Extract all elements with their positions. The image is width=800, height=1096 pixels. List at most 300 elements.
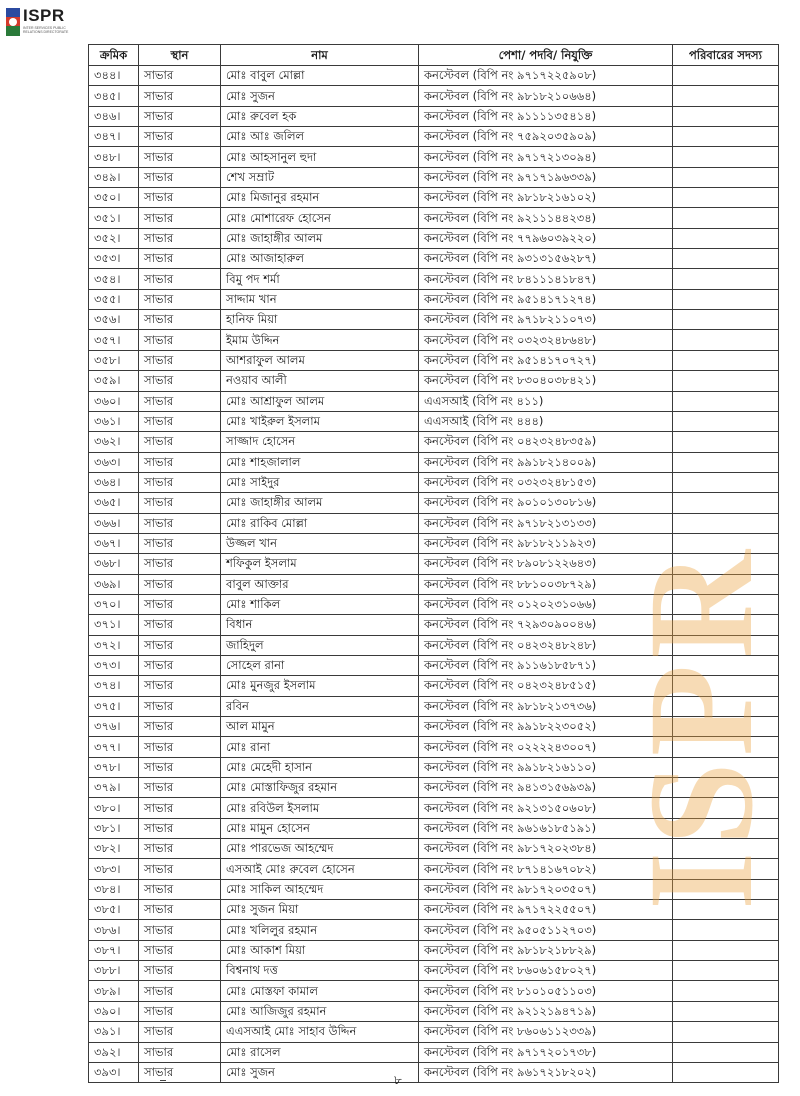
serial-cell: ৩৫৮। — [89, 350, 139, 370]
table-row — [89, 533, 779, 553]
location-cell: সাভার — [139, 66, 221, 86]
name-cell: মোঃ আকাশ মিয়া — [221, 940, 419, 960]
serial-cell: ৩৭০। — [89, 594, 139, 614]
designation-cell: কনস্টেবল (বিপি নং ৮৯০৮১২২৬৪৩) — [419, 554, 673, 574]
family-members-cell — [673, 350, 779, 370]
serial-cell: ৩৬০। — [89, 391, 139, 411]
table-row — [89, 371, 779, 391]
table-row — [89, 839, 779, 859]
designation-cell: কনস্টেবল (বিপি নং ৯৭১৭২১৩০৯৪) — [419, 147, 673, 167]
serial-cell: ৩৬৫। — [89, 493, 139, 513]
designation-cell: কনস্টেবল (বিপি নং ৯৫১৪১৭১২৭৪) — [419, 289, 673, 309]
table-row — [89, 452, 779, 472]
location-cell: সাভার — [139, 533, 221, 553]
name-cell: এএসআই মোঃ সাহাব উদ্দিন — [221, 1022, 419, 1042]
location-cell: সাভার — [139, 940, 221, 960]
name-cell: মোঃ আজিজুর রহমান — [221, 1001, 419, 1021]
family-members-cell — [673, 961, 779, 981]
name-cell: মোঃ মুনজুর ইসলাম — [221, 676, 419, 696]
name-cell: মোঃ রাসেল — [221, 1042, 419, 1062]
designation-cell: কনস্টেবল (বিপি নং ৯৯১৮২১৬১১০) — [419, 757, 673, 777]
serial-cell: ৩৭৬। — [89, 717, 139, 737]
family-members-cell — [673, 655, 779, 675]
column-header-name: নাম — [221, 45, 419, 66]
name-cell: মোঃ খলিলুর রহমান — [221, 920, 419, 940]
designation-cell: কনস্টেবল (বিপি নং ৯২১২১৯৪৭১৯) — [419, 1001, 673, 1021]
serial-cell: ৩৭৪। — [89, 676, 139, 696]
name-cell: বিধান — [221, 615, 419, 635]
serial-cell: ৩৪৭। — [89, 127, 139, 147]
column-header-designation: পেশা/ পদবি/ নিযুক্তি — [419, 45, 673, 66]
family-members-cell — [673, 167, 779, 187]
name-cell: ইমাম উদ্দিন — [221, 330, 419, 350]
designation-cell: কনস্টেবল (বিপি নং ০৪২৩২৪৮৩৫৯) — [419, 432, 673, 452]
family-members-cell — [673, 798, 779, 818]
serial-cell: ৩৭৭। — [89, 737, 139, 757]
location-cell: সাভার — [139, 432, 221, 452]
table-row — [89, 86, 779, 106]
serial-cell: ৩৬২। — [89, 432, 139, 452]
family-members-cell — [673, 188, 779, 208]
location-cell: সাভার — [139, 981, 221, 1001]
name-cell: মোঃ মিজানুর রহমান — [221, 188, 419, 208]
family-members-cell — [673, 818, 779, 838]
designation-cell: কনস্টেবল (বিপি নং ৯৮১৮২১৮৮২৯) — [419, 940, 673, 960]
serial-cell: ৩৯৩। — [89, 1062, 139, 1082]
family-members-cell — [673, 1022, 779, 1042]
ispr-watermark: ISPR — [618, 544, 784, 910]
designation-cell: কনস্টেবল (বিপি নং ০৪২৩২৪৮২৪৮) — [419, 635, 673, 655]
designation-cell: এএসআই (বিপি নং ৪১১) — [419, 391, 673, 411]
location-cell: সাভার — [139, 391, 221, 411]
table-row — [89, 1062, 779, 1082]
table-row — [89, 228, 779, 248]
family-members-cell — [673, 879, 779, 899]
name-cell: আল মামুন — [221, 717, 419, 737]
column-header-location: স্থান — [139, 45, 221, 66]
location-cell: সাভার — [139, 350, 221, 370]
serial-cell: ৩৬৬। — [89, 513, 139, 533]
location-cell: সাভার — [139, 1062, 221, 1082]
table-row — [89, 717, 779, 737]
family-members-cell — [673, 717, 779, 737]
location-cell: সাভার — [139, 269, 221, 289]
family-members-cell — [673, 371, 779, 391]
location-cell: সাভার — [139, 961, 221, 981]
family-members-cell — [673, 615, 779, 635]
serial-cell: ৩৪৯। — [89, 167, 139, 187]
designation-cell: কনস্টেবল (বিপি নং ৯৭১৭২২৫৫০৭) — [419, 900, 673, 920]
table-row — [89, 920, 779, 940]
family-members-cell — [673, 1001, 779, 1021]
location-cell: সাভার — [139, 615, 221, 635]
designation-cell: কনস্টেবল (বিপি নং ০৪২৩২৪৮৫১৫) — [419, 676, 673, 696]
name-cell: মোঃ মোশারেফ হোসেন — [221, 208, 419, 228]
designation-cell: কনস্টেবল (বিপি নং ৮৩০৪০৩৮৪২১) — [419, 371, 673, 391]
table-row — [89, 554, 779, 574]
serial-cell: ৩৯২। — [89, 1042, 139, 1062]
location-cell: সাভার — [139, 879, 221, 899]
table-row — [89, 635, 779, 655]
family-members-cell — [673, 676, 779, 696]
table-row — [89, 167, 779, 187]
family-members-cell — [673, 778, 779, 798]
location-cell: সাভার — [139, 859, 221, 879]
name-cell: মোঃ শাহজালাল — [221, 452, 419, 472]
family-members-cell — [673, 696, 779, 716]
table-row — [89, 655, 779, 675]
family-members-cell — [673, 391, 779, 411]
table-row — [89, 1022, 779, 1042]
table-row — [89, 615, 779, 635]
footer-dash — [160, 1080, 166, 1081]
table-row — [89, 594, 779, 614]
designation-cell: কনস্টেবল (বিপি নং ৯৭১৭২০১৭৩৮) — [419, 1042, 673, 1062]
name-cell: মোঃ আশ্রাফুল আলম — [221, 391, 419, 411]
table-row — [89, 310, 779, 330]
serial-cell: ৩৪৪। — [89, 66, 139, 86]
designation-cell: কনস্টেবল (বিপি নং ৯৫০৫১১২৭০৩) — [419, 920, 673, 940]
ispr-logo — [6, 6, 76, 40]
name-cell: মোঃ সুজন মিয়া — [221, 900, 419, 920]
table-row — [89, 798, 779, 818]
designation-cell: কনস্টেবল (বিপি নং ৯২১১১৪৪২৩৪) — [419, 208, 673, 228]
location-cell: সাভার — [139, 127, 221, 147]
designation-cell: কনস্টেবল (বিপি নং ৯৬১৬১৮৫১৯১) — [419, 818, 673, 838]
location-cell: সাভার — [139, 472, 221, 492]
serial-cell: ৩৫৪। — [89, 269, 139, 289]
ispr-emblem-icon — [6, 8, 20, 36]
name-cell: মোঃ রবিউল ইসলাম — [221, 798, 419, 818]
family-members-cell — [673, 411, 779, 431]
designation-cell: কনস্টেবল (বিপি নং ৯৭১৮২১৩১৩৩) — [419, 513, 673, 533]
location-cell: সাভার — [139, 411, 221, 431]
name-cell: বিমু পদ শর্মা — [221, 269, 419, 289]
designation-cell: কনস্টেবল (বিপি নং ৯৮১৮২১৬১০২) — [419, 188, 673, 208]
family-members-cell — [673, 330, 779, 350]
location-cell: সাভার — [139, 798, 221, 818]
name-cell: মোঃ জাহাঙ্গীর আলম — [221, 493, 419, 513]
logo-title: ISPR — [23, 6, 65, 25]
family-members-cell — [673, 208, 779, 228]
table-row — [89, 859, 779, 879]
table-row — [89, 574, 779, 594]
location-cell: সাভার — [139, 676, 221, 696]
serial-cell: ৩৪৫। — [89, 86, 139, 106]
family-members-cell — [673, 757, 779, 777]
family-members-cell — [673, 900, 779, 920]
location-cell: সাভার — [139, 249, 221, 269]
name-cell: বাবুল আক্তার — [221, 574, 419, 594]
location-cell: সাভার — [139, 493, 221, 513]
table-row — [89, 981, 779, 1001]
location-cell: সাভার — [139, 554, 221, 574]
location-cell: সাভার — [139, 839, 221, 859]
designation-cell: কনস্টেবল (বিপি নং ৭২৯৩০৯০০৪৬) — [419, 615, 673, 635]
family-members-cell — [673, 86, 779, 106]
serial-cell: ৩৮০। — [89, 798, 139, 818]
family-members-cell — [673, 269, 779, 289]
family-members-cell — [673, 574, 779, 594]
name-cell: শফিকুল ইসলাম — [221, 554, 419, 574]
designation-cell: কনস্টেবল (বিপি নং ৯১১৬১৮৫৮৭১) — [419, 655, 673, 675]
table-row — [89, 208, 779, 228]
serial-cell: ৩৭৫। — [89, 696, 139, 716]
family-members-cell — [673, 1042, 779, 1062]
name-cell: মোঃ মামুন হোসেন — [221, 818, 419, 838]
serial-cell: ৩৮৯। — [89, 981, 139, 1001]
column-header-serial: ক্রমিক — [89, 45, 139, 66]
serial-cell: ৩৭২। — [89, 635, 139, 655]
designation-cell: কনস্টেবল (বিপি নং ৯১১১১৩৫৪১৪) — [419, 106, 673, 126]
column-header-family-members: পরিবারের সদস্য — [673, 45, 779, 66]
table-row — [89, 737, 779, 757]
table-row — [89, 289, 779, 309]
location-cell: সাভার — [139, 188, 221, 208]
table-row — [89, 757, 779, 777]
serial-cell: ৩৭৯। — [89, 778, 139, 798]
name-cell: হানিফ মিয়া — [221, 310, 419, 330]
location-cell: সাভার — [139, 289, 221, 309]
designation-cell: কনস্টেবল (বিপি নং ৯৭১৭২২৫৯০৮) — [419, 66, 673, 86]
designation-cell: কনস্টেবল (বিপি নং ৭৭৯৬০৩৯২২০) — [419, 228, 673, 248]
name-cell: মোঃ রানা — [221, 737, 419, 757]
serial-cell: ৩৭৮। — [89, 757, 139, 777]
family-members-cell — [673, 635, 779, 655]
table-row — [89, 1001, 779, 1021]
name-cell: মোঃ বাবুল মোল্লা — [221, 66, 419, 86]
table-row — [89, 188, 779, 208]
location-cell: সাভার — [139, 778, 221, 798]
designation-cell: কনস্টেবল (বিপি নং ০২২২২৪৩০০৭) — [419, 737, 673, 757]
location-cell: সাভার — [139, 574, 221, 594]
family-members-cell — [673, 452, 779, 472]
designation-cell: কনস্টেবল (বিপি নং ৯৫১৪১৭০৭২৭) — [419, 350, 673, 370]
family-members-cell — [673, 127, 779, 147]
table-row — [89, 493, 779, 513]
family-members-cell — [673, 940, 779, 960]
table-row — [89, 472, 779, 492]
family-members-cell — [673, 859, 779, 879]
family-members-cell — [673, 737, 779, 757]
serial-cell: ৩৫৯। — [89, 371, 139, 391]
serial-cell: ৩৮৪। — [89, 879, 139, 899]
location-cell: সাভার — [139, 696, 221, 716]
name-cell: মোঃ আজাহারুল — [221, 249, 419, 269]
designation-cell: কনস্টেবল (বিপি নং ৮১০১০৫১১০৩) — [419, 981, 673, 1001]
designation-cell: কনস্টেবল (বিপি নং ৯৮১৮২১১৯২৩) — [419, 533, 673, 553]
name-cell: মোঃ সুজন — [221, 1062, 419, 1082]
family-members-cell — [673, 249, 779, 269]
family-members-cell — [673, 472, 779, 492]
designation-cell: এএসআই (বিপি নং ৪৪৪) — [419, 411, 673, 431]
designation-cell: কনস্টেবল (বিপি নং ৯২১৩১৫০৬০৮) — [419, 798, 673, 818]
table-row — [89, 66, 779, 86]
name-cell: সাজ্জাদ হোসেন — [221, 432, 419, 452]
designation-cell: কনস্টেবল (বিপি নং ৯০১০১৩০৮১৬) — [419, 493, 673, 513]
location-cell: সাভার — [139, 655, 221, 675]
family-members-cell — [673, 981, 779, 1001]
location-cell: সাভার — [139, 452, 221, 472]
designation-cell: কনস্টেবল (বিপি নং ৯৮১৭২০৩৫০৭) — [419, 879, 673, 899]
family-members-cell — [673, 432, 779, 452]
serial-cell: ৩৮৮। — [89, 961, 139, 981]
name-cell: মোঃ সুজন — [221, 86, 419, 106]
designation-cell: কনস্টেবল (বিপি নং ৭৫৯২০৩৫৯০৯) — [419, 127, 673, 147]
location-cell: সাভার — [139, 757, 221, 777]
table-row — [89, 513, 779, 533]
serial-cell: ৩৭১। — [89, 615, 139, 635]
table-row — [89, 350, 779, 370]
name-cell: মোঃ মোস্তাফিজুর রহমান — [221, 778, 419, 798]
table-row — [89, 106, 779, 126]
serial-cell: ৩৯১। — [89, 1022, 139, 1042]
table-row — [89, 676, 779, 696]
name-cell: মোঃ মেহেদী হাসান — [221, 757, 419, 777]
location-cell: সাভার — [139, 208, 221, 228]
designation-cell: কনস্টেবল (বিপি নং ৯৬১৭২১৮২০২) — [419, 1062, 673, 1082]
table-row — [89, 900, 779, 920]
serial-cell: ৩৪৬। — [89, 106, 139, 126]
roster-table — [88, 44, 779, 1083]
designation-cell: কনস্টেবল (বিপি নং ৯৭১৭১৯৬৩৩৯) — [419, 167, 673, 187]
location-cell: সাভার — [139, 818, 221, 838]
location-cell: সাভার — [139, 635, 221, 655]
family-members-cell — [673, 147, 779, 167]
name-cell: মোঃ আঃ জলিল — [221, 127, 419, 147]
designation-cell: কনস্টেবল (বিপি নং ৯৯১৮২১৪০০৯) — [419, 452, 673, 472]
designation-cell: কনস্টেবল (বিপি নং ৯৭১৮২১১০৭৩) — [419, 310, 673, 330]
name-cell: নওয়াব আলী — [221, 371, 419, 391]
serial-cell: ৩৮২। — [89, 839, 139, 859]
name-cell: মোঃ পারভেজ আহম্মেদ — [221, 839, 419, 859]
table-row — [89, 411, 779, 431]
location-cell: সাভার — [139, 330, 221, 350]
serial-cell: ৩৫০। — [89, 188, 139, 208]
serial-cell: ৩৬৭। — [89, 533, 139, 553]
location-cell: সাভার — [139, 737, 221, 757]
name-cell: মোঃ শাকিল — [221, 594, 419, 614]
page-number: ৮ — [394, 1073, 402, 1087]
location-cell: সাভার — [139, 920, 221, 940]
table-row — [89, 432, 779, 452]
table-row — [89, 818, 779, 838]
serial-cell: ৩৮৬। — [89, 920, 139, 940]
location-cell: সাভার — [139, 513, 221, 533]
table-row — [89, 696, 779, 716]
family-members-cell — [673, 554, 779, 574]
family-members-cell — [673, 533, 779, 553]
table-row — [89, 940, 779, 960]
name-cell: এসআই মোঃ রুবেল হোসেন — [221, 859, 419, 879]
location-cell: সাভার — [139, 86, 221, 106]
table-row — [89, 269, 779, 289]
location-cell: সাভার — [139, 1022, 221, 1042]
serial-cell: ৩৫৩। — [89, 249, 139, 269]
serial-cell: ৩৬৮। — [89, 554, 139, 574]
serial-cell: ৩৬৪। — [89, 472, 139, 492]
name-cell: মোঃ জাহাঙ্গীর আলম — [221, 228, 419, 248]
name-cell: মোঃ আহসানুল হুদা — [221, 147, 419, 167]
serial-cell: ৩৫৬। — [89, 310, 139, 330]
name-cell: রবিন — [221, 696, 419, 716]
designation-cell: কনস্টেবল (বিপি নং ৮৭১৪১৬৭০৮২) — [419, 859, 673, 879]
designation-cell: কনস্টেবল (বিপি নং ৮৬০৬১৫৮০২৭) — [419, 961, 673, 981]
family-members-cell — [673, 839, 779, 859]
location-cell: সাভার — [139, 371, 221, 391]
name-cell: মোঃ সাকিল আহম্মেদ — [221, 879, 419, 899]
family-members-cell — [673, 228, 779, 248]
serial-cell: ৩৫৭। — [89, 330, 139, 350]
name-cell: আশরাফুল আলম — [221, 350, 419, 370]
location-cell: সাভার — [139, 167, 221, 187]
location-cell: সাভার — [139, 106, 221, 126]
table-row — [89, 330, 779, 350]
family-members-cell — [673, 594, 779, 614]
location-cell: সাভার — [139, 900, 221, 920]
table-row — [89, 879, 779, 899]
table-row — [89, 147, 779, 167]
name-cell: বিশ্বনাথ দত্ত — [221, 961, 419, 981]
designation-cell: কনস্টেবল (বিপি নং ৯৮১৮২১৩৭৩৬) — [419, 696, 673, 716]
table-row — [89, 391, 779, 411]
table-row — [89, 249, 779, 269]
table-header-row — [89, 45, 779, 66]
serial-cell: ৩৫১। — [89, 208, 139, 228]
family-members-cell — [673, 920, 779, 940]
serial-cell: ৩৯০। — [89, 1001, 139, 1021]
designation-cell: কনস্টেবল (বিপি নং ০৩২৩২৪৮৬৪৮) — [419, 330, 673, 350]
location-cell: সাভার — [139, 147, 221, 167]
location-cell: সাভার — [139, 310, 221, 330]
serial-cell: ৩৮৫। — [89, 900, 139, 920]
designation-cell: কনস্টেবল (বিপি নং ০১২০২৩১০৬৬) — [419, 594, 673, 614]
serial-cell: ৩৪৮। — [89, 147, 139, 167]
designation-cell: কনস্টেবল (বিপি নং ৮৪১১১৪১৮৪৭) — [419, 269, 673, 289]
designation-cell: কনস্টেবল (বিপি নং ৯৮১৭২০২৩৮৪) — [419, 839, 673, 859]
designation-cell: কনস্টেবল (বিপি নং ৮৬০৬১১২৩৩৯) — [419, 1022, 673, 1042]
designation-cell: কনস্টেবল (বিপি নং ০৩২৩২৪৮১৫৩) — [419, 472, 673, 492]
location-cell: সাভার — [139, 717, 221, 737]
name-cell: মোঃ রাকিব মোল্লা — [221, 513, 419, 533]
designation-cell: কনস্টেবল (বিপি নং ৯৯১৮২২৩০৫২) — [419, 717, 673, 737]
name-cell: সাদ্দাম খান — [221, 289, 419, 309]
name-cell: মোঃ রুবেল হক — [221, 106, 419, 126]
name-cell: মোঃ খাইরুল ইসলাম — [221, 411, 419, 431]
location-cell: সাভার — [139, 1001, 221, 1021]
table-row — [89, 961, 779, 981]
family-members-cell — [673, 106, 779, 126]
table-body — [89, 66, 779, 1083]
serial-cell: ৩৮১। — [89, 818, 139, 838]
name-cell: উজ্জল খান — [221, 533, 419, 553]
serial-cell: ৩৫৫। — [89, 289, 139, 309]
family-members-cell — [673, 493, 779, 513]
family-members-cell — [673, 66, 779, 86]
location-cell: সাভার — [139, 594, 221, 614]
serial-cell: ৩৮৭। — [89, 940, 139, 960]
name-cell: মোঃ সাইদুর — [221, 472, 419, 492]
location-cell: সাভার — [139, 228, 221, 248]
location-cell: সাভার — [139, 1042, 221, 1062]
family-members-cell — [673, 289, 779, 309]
designation-cell: কনস্টেবল (বিপি নং ৯৪১৩১৫৬৯৩৯) — [419, 778, 673, 798]
serial-cell: ৩৬১। — [89, 411, 139, 431]
name-cell: জাহিদুল — [221, 635, 419, 655]
name-cell: মোঃ মোস্তফা কামাল — [221, 981, 419, 1001]
designation-cell: কনস্টেবল (বিপি নং ৯৮১৮২১০৬৬৪) — [419, 86, 673, 106]
family-members-cell — [673, 513, 779, 533]
